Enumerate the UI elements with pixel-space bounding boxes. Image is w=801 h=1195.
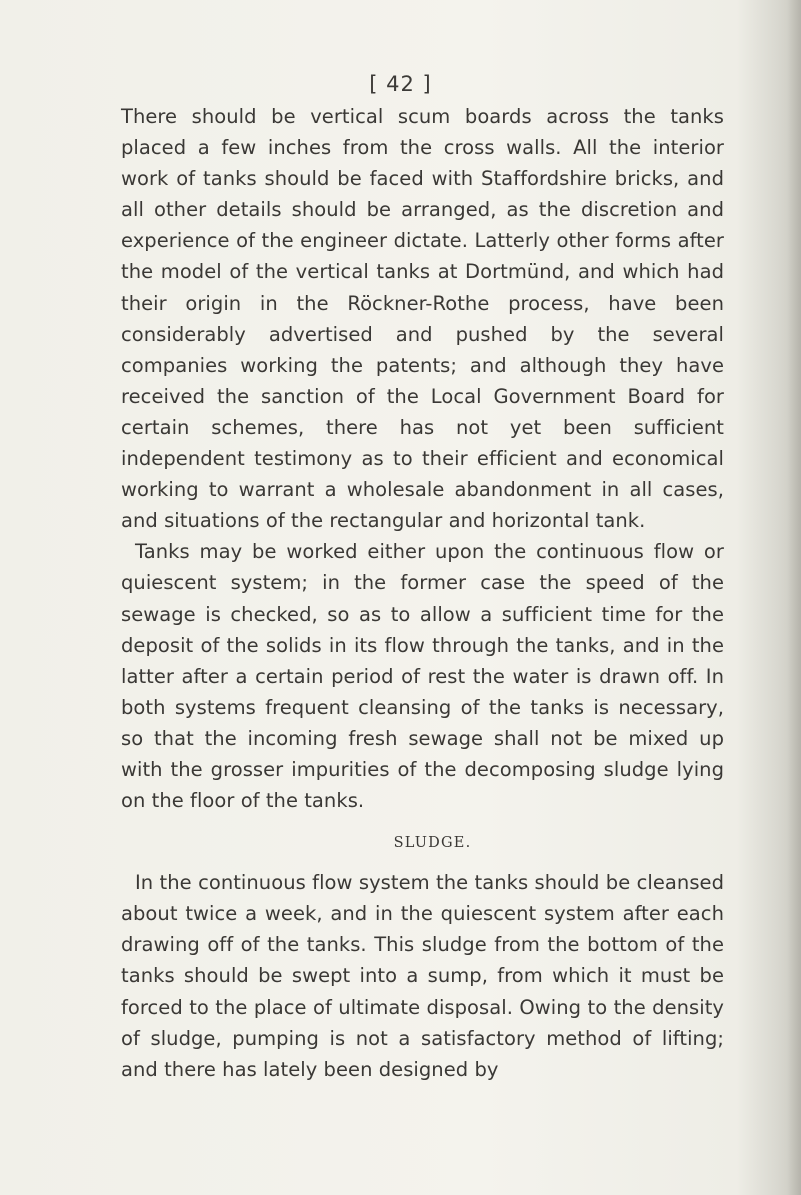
paragraph-tank-systems: Tanks may be worked either upon the continuous flow or quiescent system; in the former case the speed of the sewage is checked, so as to allow a sufficient time for the deposit of the solids in its flow through the tanks, and in the latter after a certain period of rest the water is drawn off. In both systems frequent cleansing of the tanks is necessary, so that the incoming fresh sewage shall not be mixed up with the grosser impurities of the decomposing sludge lying on the floor of the tanks. <box>121 540 724 813</box>
page-edge-shadow <box>787 0 801 1195</box>
paragraph-sludge: In the continuous flow system the tanks should be cleansed about twice a week, and in the quiescent system after each drawing off of the tanks. This sludge from the bottom of the tanks should be swept into a sump, from which it must be forced to the place of ultimate disposal. Owing to the density of sludge, pumping is not a satisfactory method of lifting; and there has lately been designed by <box>121 871 724 1081</box>
section-heading-sludge: SLUDGE. <box>393 835 472 852</box>
paragraph-scum-boards: There should be vertical scum boards across the tanks placed a few inches from the cross walls. All the interior work of tanks should be faced with Staffordshire bricks, and all other details should be arranged, as the discretion and experience of the engineer dictate. Latterly other forms after the model of the vertical tanks at Dortmünd, and which had their origin in the Röckner-Rothe process, have been considerably advertised and pushed by the several companies working the patents; and although they have received the sanction of the Local Government Board for certain schemes, there has not yet been sufficient independent testimony as to their efficient and economical working to warrant a wholesale abandonment in all cases, and situations of the rectangular and horizontal tank. <box>121 105 724 533</box>
page-number: [ 42 ] <box>369 72 432 96</box>
page-body <box>121 101 724 1085</box>
